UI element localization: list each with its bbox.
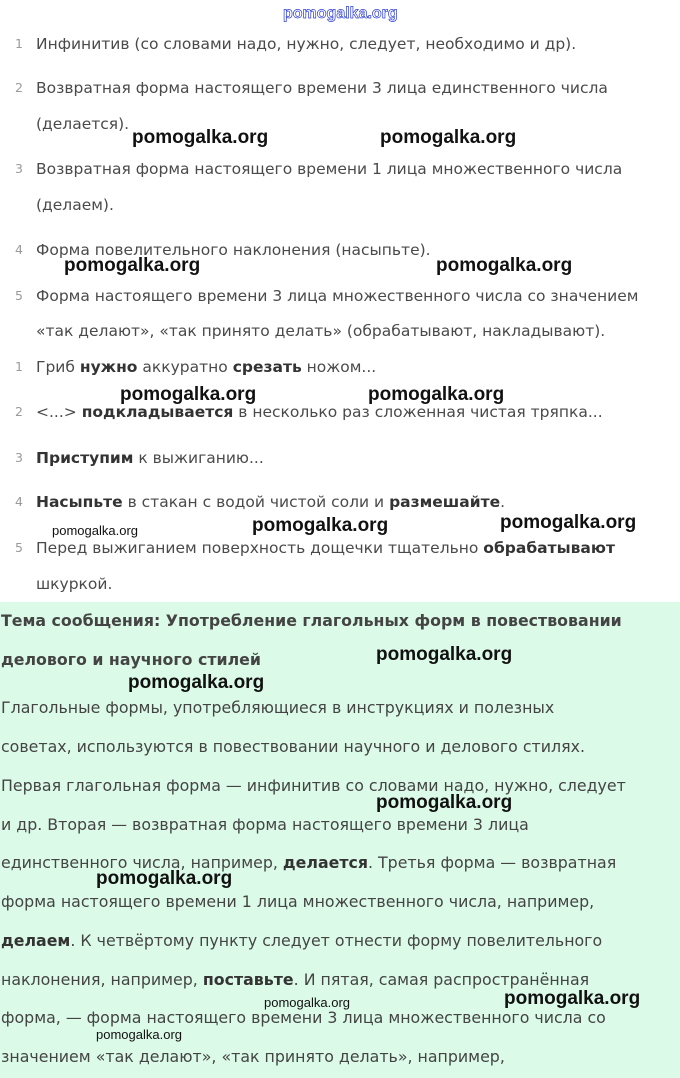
list-text	[36, 357, 376, 377]
paragraph-line	[1, 970, 589, 990]
text-span: аккуратно	[137, 358, 233, 376]
watermark: pomogalka.org	[504, 988, 641, 1009]
list-text: Возвратная форма настоящего времени 1 лица множественного числа	[36, 160, 623, 178]
list-number: 1	[15, 359, 23, 374]
paragraph-line: форма настоящего времени 1 лица множественного числа, например,	[1, 892, 595, 911]
list-text	[36, 492, 505, 512]
text-span: <...>	[36, 403, 82, 421]
list-number: 3	[15, 450, 23, 465]
text-span: к выжиганию...	[133, 449, 264, 467]
paragraph-line	[1, 853, 616, 873]
list-text: (делается).	[36, 115, 130, 133]
text-span: . К четвёртому пункту следует отнести форму повелительного	[70, 931, 603, 950]
text-span: Перед выжиганием поверхность дощечки тщательно	[36, 539, 484, 557]
header-watermark: pomogalka.org	[283, 5, 398, 22]
paragraph-line: Первая глагольная форма — инфинитив со словами надо, нужно, следует	[1, 776, 626, 795]
watermark: pomogalka.org	[500, 512, 637, 533]
text-span: Гриб	[36, 358, 80, 376]
highlighted-verb: поставьте	[202, 970, 294, 989]
text-span: ножом...	[301, 358, 377, 376]
text-span: .	[500, 493, 506, 511]
watermark: pomogalka.org	[64, 255, 201, 276]
message-title: делового и научного стилей	[1, 650, 261, 669]
highlighted-verb: Насыпьте	[36, 493, 123, 511]
watermark: pomogalka.org	[376, 792, 513, 813]
highlighted-verb: делается	[282, 853, 368, 872]
paragraph-line: Глагольные формы, употребляющиеся в инструкциях и полезных	[1, 698, 555, 717]
list-number: 5	[15, 288, 23, 303]
watermark: pomogalka.org	[368, 384, 505, 405]
list-text	[36, 448, 264, 468]
highlighted-verb: обрабатывают	[483, 539, 615, 557]
watermark: pomogalka.org	[132, 127, 269, 148]
text-span: в несколько раз сложенная чистая тряпка...	[233, 403, 603, 421]
list-text: (делаем).	[36, 196, 114, 214]
watermark: pomogalka.org	[52, 523, 138, 538]
paragraph-line: и др. Вторая — возвратная форма настоящего времени 3 лица	[1, 815, 529, 834]
text-span: в стакан с водой чистой соли и	[122, 493, 390, 511]
watermark: pomogalka.org	[96, 1027, 182, 1042]
watermark: pomogalka.org	[380, 127, 517, 148]
paragraph-line: значением «так делают», «так принято делать», например,	[1, 1047, 505, 1066]
text-span: . И пятая, самая распространённая	[293, 970, 590, 989]
message-title: Тема сообщения: Употребление глагольных форм в повествовании	[1, 611, 622, 630]
text-span: наклонения, например,	[1, 970, 203, 989]
list-text: «так делают», «так принято делать» (обрабатывают, накладывают).	[36, 322, 606, 340]
text-span: единственного числа, например,	[1, 853, 283, 872]
list-text: Инфинитив (со словами надо, нужно, следует, необходимо и др).	[36, 35, 577, 53]
paragraph-line	[1, 931, 602, 951]
list-text: Форма настоящего времени 3 лица множественного числа со значением	[36, 287, 639, 305]
highlighted-verb: Приступим	[36, 449, 134, 467]
list-text: шкуркой.	[36, 575, 113, 593]
list-number: 5	[15, 540, 23, 555]
watermark: pomogalka.org	[128, 672, 265, 693]
paragraph-line: форма, — форма настоящего времени 3 лица множественного числа со	[1, 1008, 606, 1027]
list-text	[36, 538, 615, 558]
list-number: 4	[15, 494, 23, 509]
highlighted-verb: подкладывается	[81, 403, 234, 421]
list-number: 1	[15, 36, 23, 51]
watermark: pomogalka.org	[264, 995, 350, 1010]
list-number: 3	[15, 161, 23, 176]
highlighted-verb: нужно	[79, 358, 138, 376]
text-span: . Третья форма — возвратная	[367, 853, 617, 872]
watermark: pomogalka.org	[376, 644, 513, 665]
watermark: pomogalka.org	[96, 868, 233, 889]
list-number: 2	[15, 404, 23, 419]
list-number: 2	[15, 80, 23, 95]
watermark: pomogalka.org	[252, 515, 389, 536]
list-number: 4	[15, 242, 23, 257]
list-text: Возвратная форма настоящего времени 3 лица единственного числа	[36, 79, 608, 97]
highlighted-verb: срезать	[232, 358, 302, 376]
highlighted-verb: размешайте	[389, 493, 501, 511]
watermark: pomogalka.org	[120, 384, 257, 405]
highlighted-verb: делаем	[1, 931, 71, 950]
paragraph-line: советах, используются в повествовании научного и делового стилях.	[1, 737, 585, 756]
watermark: pomogalka.org	[436, 255, 573, 276]
list-text: Форма повелительного наклонения (насыпьте).	[36, 241, 431, 259]
